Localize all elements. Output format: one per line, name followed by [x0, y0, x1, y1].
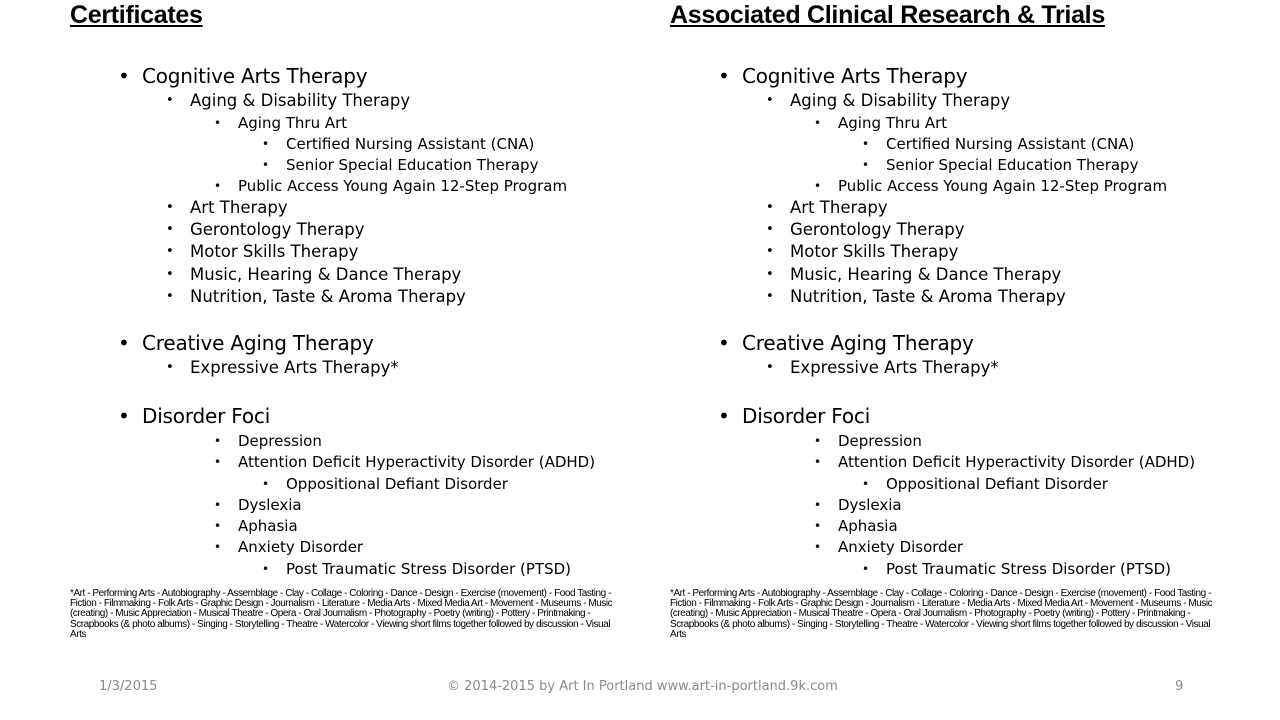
- bullet-icon: •: [814, 116, 822, 130]
- bullet-icon: •: [262, 137, 270, 151]
- list-item: [766, 90, 1011, 112]
- bullet-icon: •: [262, 477, 270, 491]
- bullet-icon: •: [766, 244, 774, 259]
- bullet-icon: •: [118, 64, 130, 88]
- list-item-label: Depression: [238, 432, 322, 450]
- list-item: [814, 516, 898, 536]
- bullet-icon: •: [166, 360, 174, 375]
- list-item: [766, 219, 965, 241]
- list-item-label: Creative Aging Therapy: [742, 331, 974, 355]
- list-item: [814, 113, 948, 133]
- list-item-label: Oppositional Defiant Disorder: [286, 475, 508, 493]
- list-item-label: Senior Special Education Therapy: [886, 156, 1139, 174]
- list-item: [166, 264, 462, 286]
- bullet-icon: •: [262, 158, 270, 172]
- bullet-icon: •: [166, 244, 174, 259]
- list-item: [262, 474, 508, 494]
- list-item: [166, 197, 288, 219]
- list-item: [214, 431, 322, 451]
- bullet-icon: •: [718, 64, 730, 88]
- bullet-icon: •: [862, 562, 870, 576]
- bullet-icon: •: [766, 200, 774, 215]
- bullet-icon: •: [766, 360, 774, 375]
- list-item: [862, 474, 1108, 494]
- list-item-label: Cognitive Arts Therapy: [742, 64, 968, 88]
- list-item: [262, 559, 571, 579]
- list-item-label: Motor Skills Therapy: [790, 242, 959, 261]
- bullet-icon: •: [214, 455, 222, 469]
- list-item: [262, 134, 535, 154]
- footer-date: 1/3/2015: [99, 679, 158, 694]
- page-number: 9: [1175, 679, 1184, 694]
- list-item: [166, 286, 466, 308]
- list-item: [166, 357, 399, 379]
- list-item: [718, 330, 974, 356]
- list-item-label: Post Traumatic Stress Disorder (PTSD): [886, 560, 1171, 578]
- bullet-icon: •: [214, 540, 222, 554]
- list-item: [118, 63, 368, 89]
- list-item-label: Senior Special Education Therapy: [286, 156, 539, 174]
- list-item-label: Disorder Foci: [742, 404, 871, 428]
- bullet-icon: •: [166, 222, 174, 237]
- bullet-icon: •: [814, 498, 822, 512]
- list-item-label: Aging & Disability Therapy: [190, 91, 411, 110]
- list-item-label: Aging Thru Art: [238, 114, 348, 132]
- list-item: [214, 113, 348, 133]
- list-item-label: Music, Hearing & Dance Therapy: [790, 265, 1062, 284]
- list-item: [814, 452, 1196, 472]
- bullet-icon: •: [766, 289, 774, 304]
- list-item: [118, 403, 271, 429]
- list-item-label: Art Therapy: [190, 198, 288, 217]
- bullet-icon: •: [766, 267, 774, 282]
- list-item: [166, 90, 411, 112]
- column-heading: Certificates: [70, 1, 203, 29]
- list-item: [862, 559, 1171, 579]
- list-item-label: Expressive Arts Therapy*: [190, 358, 399, 377]
- bullet-icon: •: [862, 158, 870, 172]
- list-item-label: Aphasia: [838, 517, 898, 535]
- list-item: [118, 330, 374, 356]
- bullet-icon: •: [118, 331, 130, 355]
- list-item-label: Gerontology Therapy: [190, 220, 365, 239]
- clinical-research-column: [670, 0, 1230, 640]
- list-item-label: Motor Skills Therapy: [190, 242, 359, 261]
- list-item: [214, 452, 596, 472]
- list-item-label: Nutrition, Taste & Aroma Therapy: [790, 287, 1066, 306]
- list-item-label: Anxiety Disorder: [238, 538, 364, 556]
- list-item: [166, 241, 359, 263]
- list-item: [814, 537, 964, 557]
- bullet-icon: •: [262, 562, 270, 576]
- list-item: [766, 286, 1066, 308]
- list-item-label: Public Access Young Again 12-Step Program: [238, 177, 568, 195]
- list-item: [214, 495, 302, 515]
- list-item-label: Cognitive Arts Therapy: [142, 64, 368, 88]
- list-item-label: Art Therapy: [790, 198, 888, 217]
- bullet-icon: •: [718, 331, 730, 355]
- list-item-label: Creative Aging Therapy: [142, 331, 374, 355]
- list-item-label: Depression: [838, 432, 922, 450]
- bullet-icon: •: [166, 200, 174, 215]
- bullet-icon: •: [166, 93, 174, 108]
- list-item: [766, 241, 959, 263]
- bullet-icon: •: [214, 179, 222, 193]
- list-item-label: Anxiety Disorder: [838, 538, 964, 556]
- bullet-icon: •: [814, 179, 822, 193]
- list-item: [766, 357, 999, 379]
- bullet-icon: •: [214, 519, 222, 533]
- list-item: [814, 431, 922, 451]
- list-item: [166, 219, 365, 241]
- list-item: [766, 197, 888, 219]
- bullet-icon: •: [862, 137, 870, 151]
- list-item: [214, 537, 364, 557]
- list-item-label: Expressive Arts Therapy*: [790, 358, 999, 377]
- list-item-label: Disorder Foci: [142, 404, 271, 428]
- list-item: [814, 495, 902, 515]
- list-item: [814, 176, 1168, 196]
- footnote: *Art - Performing Arts - Autobiography - Assemblage - Clay - Collage - Coloring - Dance - Design - Exercise (movement) - Food Tasting - Fiction - Filmmaking - Folk Arts - Graphic Design - Journalism - Literature - Media Arts - Mixed Media Art - Movement - Museums - Music (creating) - Music Appreciation - Musical Theatre - Opera - Oral Journalism - Photography - Poetry (writing) - Pottery - Printmaking - Scrapbooks (& photo albums) - Singing - Storytelling - Theatre - Watercolor - Viewing short films together followed by discussion - Visual Arts: [70, 588, 613, 640]
- list-item-label: Oppositional Defiant Disorder: [886, 475, 1108, 493]
- bullet-icon: •: [766, 93, 774, 108]
- list-item-label: Aging Thru Art: [838, 114, 948, 132]
- list-item: [862, 134, 1135, 154]
- list-item: [214, 176, 568, 196]
- list-item-label: Dyslexia: [838, 496, 902, 514]
- bullet-icon: •: [214, 434, 222, 448]
- list-item-label: Aphasia: [238, 517, 298, 535]
- bullet-icon: •: [166, 267, 174, 282]
- certificates-column: [70, 0, 630, 640]
- list-item-label: Nutrition, Taste & Aroma Therapy: [190, 287, 466, 306]
- bullet-icon: •: [862, 477, 870, 491]
- list-item: [262, 155, 539, 175]
- footnote: *Art - Performing Arts - Autobiography - Assemblage - Clay - Collage - Coloring - Dance - Design - Exercise (movement) - Food Tasting - Fiction - Filmmaking - Folk Arts - Graphic Design - Journalism - Literature - Media Arts - Mixed Media Art - Movement - Museums - Music (creating) - Music Appreciation - Musical Theatre - Opera - Oral Journalism - Photography - Poetry (writing) - Pottery - Printmaking - Scrapbooks (& photo albums) - Singing - Storytelling - Theatre - Watercolor - Viewing short films together followed by discussion - Visual Arts: [670, 588, 1213, 640]
- bullet-icon: •: [814, 540, 822, 554]
- list-item: [718, 403, 871, 429]
- list-item-label: Attention Deficit Hyperactivity Disorder (ADHD): [238, 453, 596, 471]
- list-item: [718, 63, 968, 89]
- list-item-label: Gerontology Therapy: [790, 220, 965, 239]
- bullet-icon: •: [718, 404, 730, 428]
- bullet-icon: •: [166, 289, 174, 304]
- list-item-label: Dyslexia: [238, 496, 302, 514]
- list-item-label: Post Traumatic Stress Disorder (PTSD): [286, 560, 571, 578]
- list-item-label: Aging & Disability Therapy: [790, 91, 1011, 110]
- bullet-icon: •: [118, 404, 130, 428]
- list-item-label: Public Access Young Again 12-Step Program: [838, 177, 1168, 195]
- list-item-label: Attention Deficit Hyperactivity Disorder (ADHD): [838, 453, 1196, 471]
- bullet-icon: •: [214, 116, 222, 130]
- bullet-icon: •: [214, 498, 222, 512]
- bullet-icon: •: [814, 519, 822, 533]
- column-heading: Associated Clinical Research & Trials: [670, 1, 1105, 29]
- list-item: [766, 264, 1062, 286]
- list-item-label: Certified Nursing Assistant (CNA): [286, 135, 535, 153]
- list-item-label: Music, Hearing & Dance Therapy: [190, 265, 462, 284]
- bullet-icon: •: [766, 222, 774, 237]
- list-item-label: Certified Nursing Assistant (CNA): [886, 135, 1135, 153]
- list-item: [214, 516, 298, 536]
- bullet-icon: •: [814, 434, 822, 448]
- bullet-icon: •: [814, 455, 822, 469]
- list-item: [862, 155, 1139, 175]
- footer-copyright: © 2014-2015 by Art In Portland www.art-in-portland.9k.com: [447, 679, 838, 694]
